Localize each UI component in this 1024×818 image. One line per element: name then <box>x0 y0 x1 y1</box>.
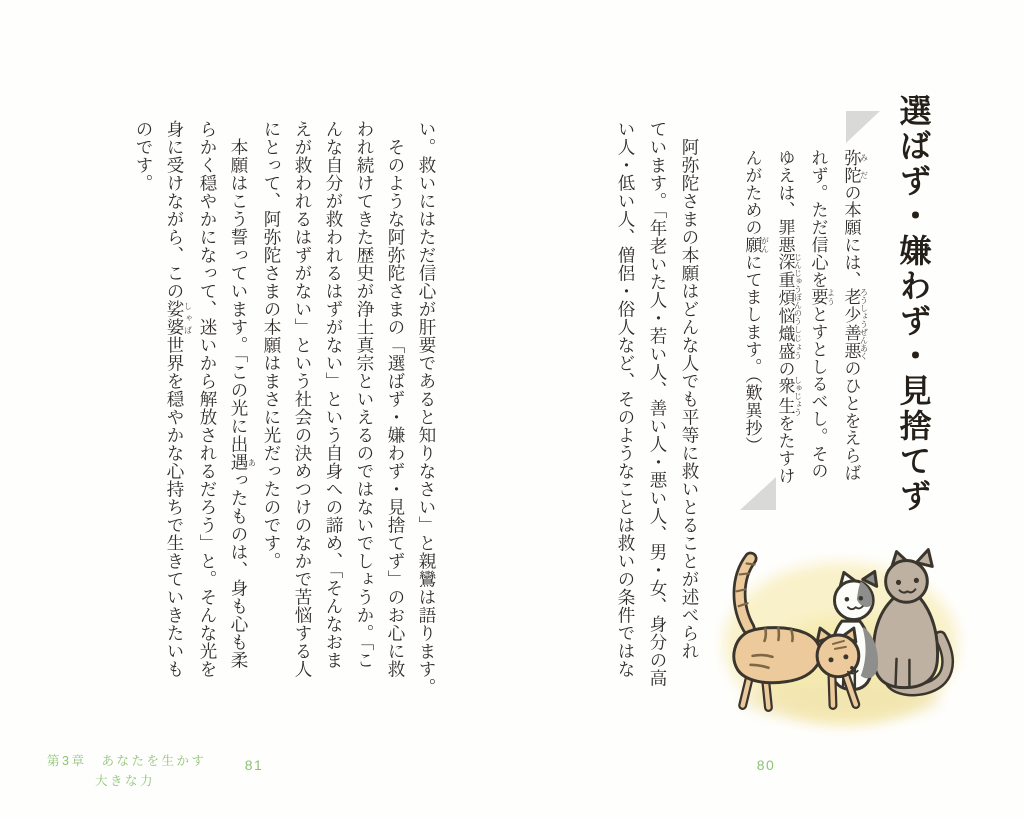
body-text-left: い。救いにはただ信心が肝要であると知りなさい」と親鸞は語ります。 そのような阿弥陀さまの「選ばず・嫌わず・見捨てず」のお心に救 われ続けてきた歴史が浄土真宗といえるのではないでしょうか。「こ んな自分が救われるはずがない」という自身への諦め、「そんなおま えが救われるはずがない」という社会の決めつけのなかで苦悩する人 にとって、阿弥陀さまの本願はまさに光だったのです。 本願はこう誓っています。「この光に出遇あったものは、身も心も柔 らかく穏やかになって、迷いから解放されるだろう」と。そんな光を 身に受けながら、この娑婆しゃば世界を穏やかな心持ちで生きていきたいも のです。 <box>134 120 437 696</box>
body-text-right: 阿弥陀さまの本願はどんな人でも平等に救いとることが述べられ ています。「年老いた人・若い人、善い人・悪い人、男・女、身分の高 い人・低い人、僧侶・俗人など、そのようなことは救いの条件ではな <box>616 120 700 688</box>
cats-illustration <box>692 528 970 740</box>
quote-corner-top-icon <box>846 111 880 143</box>
chapter-footer-line2: 大きな力 <box>95 774 156 788</box>
page-title: 選ばず・嫌わず・見捨てず <box>895 94 932 514</box>
quote-block: 弥陀 みだの本願には、老少善悪 ろうしょうぜんあくのひとをえらば れず。ただ信心を要 ようとすとしるべし。その ゆえは、罪悪深重煩悩 じんじゅうぼんのう熾盛 しじょうの衆生 しゅじょうをたすけ んがための願 がんにてまします。（歎異抄） <box>742 149 869 485</box>
chapter-footer-line1: 第3章 あなたを生かす <box>47 754 207 768</box>
page-number-left: 81 <box>244 757 264 773</box>
chapter-footer <box>47 751 206 791</box>
page-number-right: 80 <box>756 757 776 773</box>
